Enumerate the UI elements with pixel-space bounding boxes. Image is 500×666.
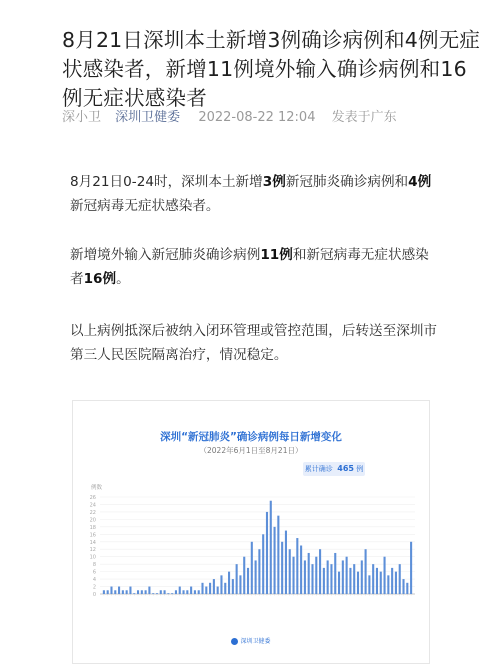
chart-bar bbox=[171, 593, 173, 594]
chart-bar bbox=[179, 587, 181, 594]
chart-bar bbox=[175, 590, 177, 594]
y-tick-label: 22 bbox=[89, 509, 96, 516]
chart-bar bbox=[122, 590, 124, 594]
chart-bar bbox=[164, 590, 166, 594]
chart-bar bbox=[266, 512, 268, 594]
chart-bar bbox=[160, 590, 162, 594]
badge-unit: 例 bbox=[356, 465, 364, 473]
y-tick-label: 4 bbox=[92, 577, 96, 584]
chart-bar bbox=[167, 593, 169, 594]
publish-time: 2022-08-22 12:04 bbox=[198, 110, 316, 125]
chart-bar bbox=[186, 590, 188, 594]
p1-text-e: 新冠病毒无症状感染者。 bbox=[70, 197, 220, 214]
chart-bar bbox=[402, 579, 404, 594]
chart-footer bbox=[73, 636, 429, 645]
chart-bar bbox=[346, 557, 348, 594]
chart-bar bbox=[361, 560, 363, 594]
chart-bar bbox=[137, 590, 139, 594]
y-tick-label: 18 bbox=[89, 524, 96, 531]
chart-bar bbox=[141, 590, 143, 594]
chart-title: 深圳“新冠肺炎”确诊病例每日新增变化 bbox=[160, 431, 342, 443]
chart-bar bbox=[365, 549, 367, 594]
logo-icon bbox=[231, 638, 238, 645]
chart-bar bbox=[289, 549, 291, 594]
chart-bar bbox=[110, 587, 112, 594]
chart-bar bbox=[292, 557, 294, 594]
cumulative-badge bbox=[303, 462, 365, 476]
badge-value: 465 bbox=[337, 464, 354, 473]
chart-bar bbox=[330, 564, 332, 594]
chart-bar bbox=[232, 579, 234, 594]
chart-image[interactable] bbox=[72, 400, 430, 664]
y-tick-label: 14 bbox=[89, 539, 96, 546]
chart-bar bbox=[205, 587, 207, 594]
chart-bar bbox=[107, 590, 109, 594]
y-tick-label: 0 bbox=[92, 592, 96, 598]
y-tick-label: 16 bbox=[89, 532, 96, 539]
chart-bar bbox=[391, 568, 393, 594]
chart-bar bbox=[338, 572, 340, 594]
chart-bar bbox=[220, 575, 222, 594]
p2-text-e: 。 bbox=[116, 270, 130, 287]
chart-bar bbox=[251, 542, 253, 594]
chart-bar bbox=[353, 564, 355, 594]
account-link[interactable]: 深圳卫健委 bbox=[115, 110, 181, 125]
p1-asymptomatic-count: 4例 bbox=[408, 173, 432, 190]
y-tick-label: 10 bbox=[89, 554, 96, 561]
chart-bar bbox=[342, 560, 344, 594]
chart-bar bbox=[114, 590, 116, 594]
paragraph-treatment: 以上病例抵深后被纳入闭环管理或管控范围，后转送至深圳市第三人民医院隔离治疗，情况稳定。 bbox=[70, 322, 438, 363]
y-tick-label: 24 bbox=[89, 502, 96, 509]
chart-bar bbox=[323, 568, 325, 594]
chart-bar bbox=[384, 557, 386, 594]
chart-bar bbox=[274, 527, 276, 594]
publish-location: 发表于广东 bbox=[331, 110, 397, 125]
p2-asymptomatic-count: 16例 bbox=[83, 270, 117, 287]
chart-bar bbox=[243, 557, 245, 594]
chart-bar bbox=[224, 583, 226, 594]
chart-bar bbox=[410, 542, 412, 594]
y-tick-label: 2 bbox=[92, 584, 96, 591]
chart-bar bbox=[190, 587, 192, 594]
p1-confirmed-count: 3例 bbox=[262, 173, 286, 190]
chart-bar bbox=[201, 583, 203, 594]
chart-bar bbox=[281, 542, 283, 594]
source-label: 深小卫 bbox=[62, 110, 102, 125]
chart-bar bbox=[319, 549, 321, 594]
y-tick-label: 20 bbox=[89, 517, 96, 524]
chart-bar bbox=[296, 538, 298, 594]
y-axis-label: 例数 bbox=[91, 485, 103, 491]
chart-bar bbox=[387, 575, 389, 594]
chart-bar bbox=[399, 564, 401, 594]
chart-bar bbox=[376, 568, 378, 594]
chart-bar bbox=[156, 593, 158, 594]
p2-confirmed-count: 11例 bbox=[260, 246, 293, 263]
chart-bar bbox=[334, 553, 336, 594]
chart-bar bbox=[380, 572, 382, 594]
paragraph-imported-cases bbox=[70, 243, 440, 291]
chart-bar bbox=[270, 501, 272, 594]
chart-bar bbox=[247, 568, 249, 594]
chart-bar bbox=[133, 593, 135, 594]
chart-bar bbox=[182, 590, 184, 594]
chart-bar bbox=[368, 575, 370, 594]
y-tick-label: 26 bbox=[89, 495, 96, 501]
chart-bar bbox=[406, 583, 408, 594]
chart-subtitle: （2022年6月1日至8月21日） bbox=[199, 446, 303, 455]
chart-bar bbox=[349, 568, 351, 594]
chart-bar bbox=[194, 590, 196, 594]
chart-bar bbox=[217, 587, 219, 594]
chart-bar bbox=[239, 575, 241, 594]
chart-bar bbox=[198, 590, 200, 594]
chart-bar bbox=[300, 546, 302, 595]
badge-label: 累计确诊 bbox=[304, 465, 333, 473]
chart-bar bbox=[372, 564, 374, 594]
chart-bar bbox=[285, 531, 287, 594]
chart-bar bbox=[277, 516, 279, 594]
chart-bar bbox=[357, 572, 359, 594]
chart-bar bbox=[304, 560, 306, 594]
chart-bar bbox=[395, 572, 397, 594]
article-title: 8月21日深圳本土新增3例确诊病例和4例无症状感染者，新增11例境外输入确诊病例和16例无症状感染者 bbox=[62, 27, 481, 110]
chart-bar bbox=[152, 593, 154, 594]
p2-text-c: 和新冠病毒无症状感染者 bbox=[70, 246, 429, 287]
chart-bar bbox=[103, 590, 105, 594]
y-tick-label: 8 bbox=[92, 562, 96, 569]
chart-bar bbox=[126, 590, 128, 594]
chart-bar bbox=[315, 557, 317, 594]
chart-bar bbox=[255, 560, 257, 594]
chart-footer-label: 深圳卫健委 bbox=[240, 638, 271, 645]
chart-bar bbox=[311, 564, 313, 594]
chart-bar bbox=[236, 564, 238, 594]
chart-bar bbox=[258, 549, 260, 594]
paragraph-local-cases bbox=[70, 170, 440, 218]
chart-bar bbox=[145, 590, 147, 594]
chart-bar bbox=[228, 572, 230, 594]
p1-text-a: 8月21日0-24时，深圳本土新增 bbox=[70, 173, 263, 190]
chart-bar bbox=[129, 587, 131, 594]
y-tick-label: 12 bbox=[89, 547, 96, 554]
chart-bar bbox=[148, 587, 150, 594]
chart-bar bbox=[213, 579, 215, 594]
chart-bar bbox=[327, 560, 329, 594]
chart-bar bbox=[262, 534, 264, 594]
y-tick-label: 6 bbox=[92, 569, 96, 576]
p2-text-a: 新增境外输入新冠肺炎确诊病例 bbox=[70, 246, 261, 263]
chart-bar bbox=[118, 587, 120, 594]
chart-bar bbox=[209, 583, 211, 594]
chart-bar bbox=[308, 553, 310, 594]
p1-text-c: 新冠肺炎确诊病例和 bbox=[285, 173, 409, 190]
article-meta bbox=[62, 106, 397, 125]
